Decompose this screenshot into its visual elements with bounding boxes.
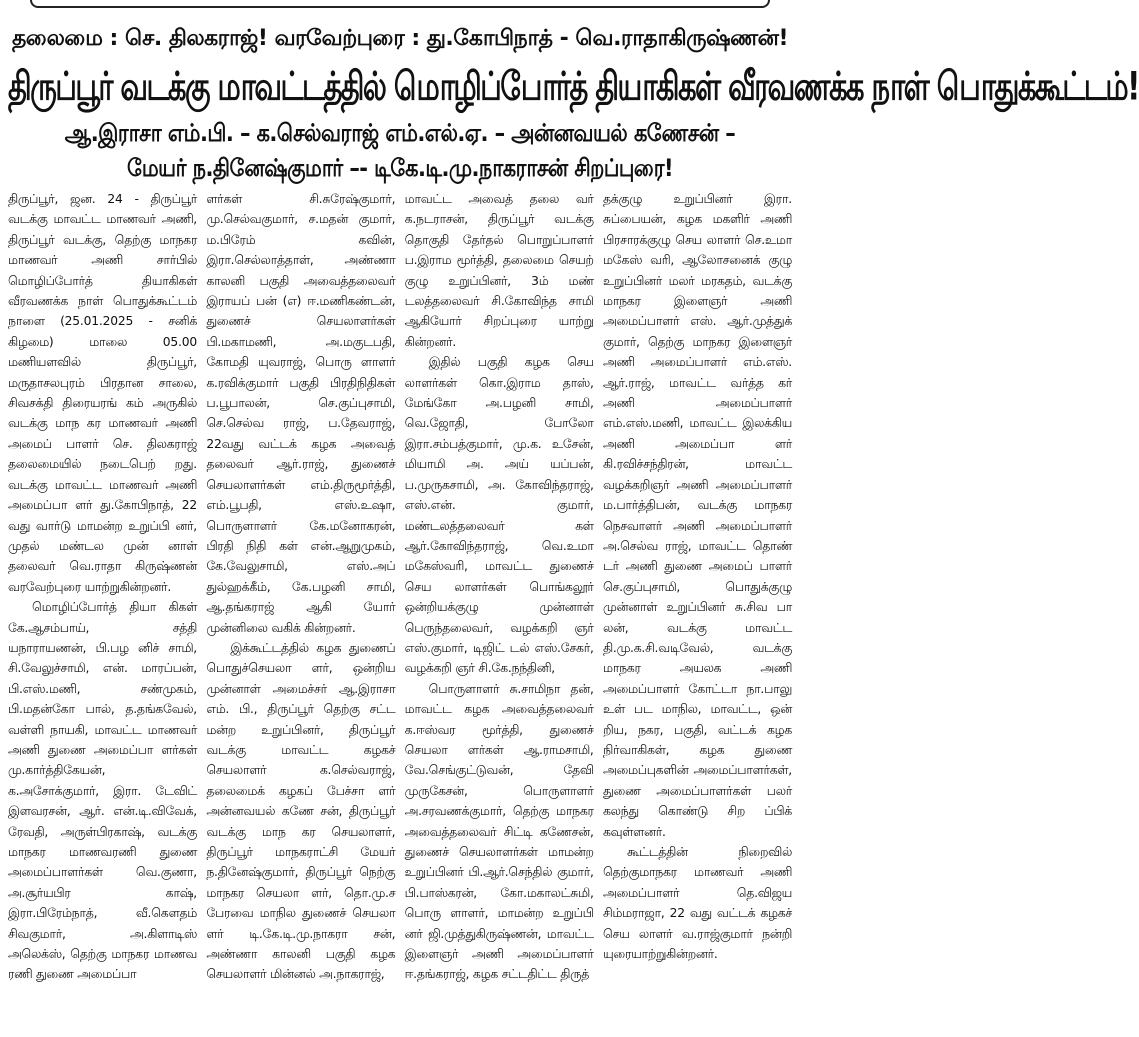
article-paragraph: ளர்கள் சி.சுரேஷ்குமார், மு.செல்வகுமார், ச.மதன் குமார், ம.பிரேம் கவின், இரா.செல்லாத்தாள், அண்ணா காலனி பகுதி அவைத்தலைவர் இராயப் பன் (எ) ஈ.மணிகண்டன், துணைச் செயலாளர்கள் பி.மகாமணி, அ.மகுடபதி, கோமதி யுவராஜ், பொரு ளாளர் க.ரவிக்குமார் பகுதி பிரதிநிதிகள் ப.பூபாலன், செ.குப்புசாமி, செ.செல்வ ராஜ், ப.தேவராஜ், 22வது வட்டக் கழக அவைத் தலைவர் ஆர்.ராஜ், துணைச் செயலாளர்கள் எம்.திருமூர்த்தி, எம்.பூபதி, எஸ்.உஷா, பொருளாளர் கே.மனோகரன், பிரதி நிதி கள் என்.ஆறுமுகம், கே.வேலுசாமி, எஸ்.அப் துல்ஹக்கீம், கே.பழனி சாமி, ஆ.தங்கராஜ் ஆகி யோர் முன்னிலை வகிக் கின்றனர். [206,192,396,635]
article-paragraph: திருப்பூர், ஜன. 24 - திருப்பூர் வடக்கு மாவட்ட மாணவர் அணி, திருப்பூர் வடக்கு, தெற்கு மாநகர மாணவர் அணி சார்பில் மொழிப்போர்த் தியாகிகள் வீரவணக்க நாள் பொதுக்கூட்டம் நாளை (25.01.2025 - சனிக் கிழமை) மாலை 05.00 மணியளவில் திருப்பூர், மருதாசலபுரம் பிரதான சாலை, சிவசக்தி திரையரங் கம் அருகில் வடக்கு மாந கர மாணவர் அணி அமைப் பாளர் செ. திலகராஜ் தலைமையில் நடைபெற் றது. வடக்கு மாவட்ட மாணவர் அணி அமைப்பா ளர் து.கோபிநாத், 22 வது வார்டு மாமன்ற உறுப்பி னர், முதல் மண்டல முன் னாள் தலைவர் வெ.ராதா கிருஷ்ணன் வரவேற்புரை யாற்றுகின்றனர். [8,192,197,594]
article-paragraph: தக்குழு உறுப்பினர் இரா. சுப்பையன், கழக மகளிர் அணி பிரசாரக்குழு செய லாளர் செ.உமா மகேஸ் வரி, ஆலோசனைக் குழு உறுப்பினர் மலர் மரகதம், வடக்கு மாநகர இளைஞர் அணி அமைப்பாளர் எஸ். ஆர்.முத்துக் குமார், தெற்கு மாநகர இளைஞர் அணி அமைப்பாளர் எம்.எஸ். ஆர்.ராஜ், மாவட்ட வர்த்த கர் அணி அமைப்பாளர் எம்.எஸ்.மணி, மாவட்ட இலக்கிய அணி அமைப்பா ளர் கி.ரவிச்சந்திரன், மாவட்ட வழக்கறிஞர் அணி அமைப்பாளர் ம.பார்த்திபன், வடக்கு மாநகர நெசவாளர் அணி அமைப்பாளர் அ.செல்வ ராஜ், மாவட்ட தொண் டர் அணி துணை அமைப் பாளர் செ.குப்புசாமி, பொதுக்குழு முன்னாள் உறுப்பினர் சு.சிவ பா லன், வடக்கு மாவட்ட தி.மு.க.சி.வடிவேல், வடக்கு மாநகர அயலக அணி அமைப்பாளர் கோட்டா நா.பாலு உள் பட மாநில, மாவட்ட, ஒன் றிய, நகர, பகுதி, வட்டக் கழக நிர்வாகிகள், கழக துணை அமைப்புகளின் அமைப்பாளர்கள், துணை அமைப்பாளர்கள் பலர் கலந்து கொண்டு சிற ப்பிக் கவுள்ளனர். [602,192,792,839]
article-paragraph: மாவட்ட அவைத் தலை வர் க.நடராசன், திருப்பூர் வடக்கு தொகுதி தேர்தல் பொறுப்பாளர் ப.இராம மூர்த்தி, தலைமை செயற் குழு உறுப்பினர், 3ம் மண் டலத்தலைவர் சி.கோவிந்த சாமி ஆகியோர் சிறப்புரை யாற்று கின்றனர். [404,192,594,349]
article-paragraph: இக்கூட்டத்தில் கழக துணைப் பொதுச்செயலா ளர், ஒன்றிய முன்னாள் அமைச்சர் ஆ.இராசா எம். பி., திருப்பூர் தெற்கு சட்ட மன்ற உறுப்பினர், திருப்பூர் வடக்கு மாவட்ட கழகச் செயலாளர் க.செல்வராஜ், தலைமைக் கழகப் பேச்சா ளர் அன்னவயல் கணே சன், திருப்பூர் வடக்கு மாந கர செயலாளர், திருப்பூர் மாநகராட்சி மேயர் ந.தினேஷ்குமார், திருப்பூர் நெற்கு மாநகர செயலா ளர், தொ.மு.ச பேரவை மாநில துணைச் செயலா ளர் டி.கே.டி.மு.நாகரா சன், அண்ணா காலனி பகுதி கழக செயலாளர் மின்னல் அ.நாகராஜ், [206,640,396,982]
top-frame-border [0,0,800,20]
article-paragraph: இதில் பகுதி கழக செய லாளர்கள் கொ.இராம தாஸ், மேங்கோ அ.பழனி சாமி, வெ.ஜோதி, போலோ இரா.சம்பத்குமார், மு.க. உசேன், மியாமி அ. அய் யப்பன், ப.முருகசாமி, அ. கோவிந்தராஜ், எஸ்.என். குமார், மண்டலத்தலைவர் கள் ஆர்.கோவிந்தராஜ், வெ.உமா மகேஸ்வரி, மாவட்ட துணைச் செய லாளர்கள் பொங்கலூர் ஒன்றியக்குழு முன்னாள் பெருந்தலைவர், வழக்கறி ஞர் எஸ்.குமார், டிஜிட் டல் எஸ்.சேகர், வழக்கறி ஞர் சி.கே.நந்தினி, [404,355,594,676]
frame-rule [30,0,770,8]
article-column-4 [603,189,792,1035]
header-line: தலைமை : செ. திலகராஜ்! வரவேற்புரை : து.கோபிநாத் - வெ.ராதாகிருஷ்ணன்! [11,26,789,51]
page-title: திருப்பூர் வடக்கு மாவட்டத்தில் மொழிப்போர்த் தியாகிகள் வீரவணக்க நாள் பொதுக்கூட்டம்! [8,63,1139,109]
article-column-2 [206,189,395,1035]
speakers-line-2: மேயர் ந.தினேஷ்குமார் –- டிகே.டி.மு.நாகராசன் சிறப்புரை! [126,154,674,182]
article-column-1 [8,189,197,1035]
article-column-3 [405,189,594,1035]
article-paragraph: பொருளாளர் சு.சாமிநா தன், மாவட்ட கழக அவைத்தலைவர் க.ஈஸ்வர மூர்த்தி, துணைச் செயலா ளர்கள் ஆ.ராமசாமி, வே.செங்குட்டுவன், தேவி முருகேசன், பொருளாளர் அ.சரவணக்குமார், தெற்கு மாநகர அவைத்தலைவர் சிட்டி கணேசன், துணைச் செயலாளர்கள் மாமன்ற உறுப்பினர் பி.ஆர்.செந்தில் குமார், பி.பாஸ்கரன், கோ.மகாலட்சுமி, பொரு ளாளர், மாமன்ற உறுப்பி னர் ஜி.முத்துகிருஷ்ணன், மாவட்ட இளைஞர் அணி அமைப்பாளர் ஈ.தங்கராஜ், கழக சட்டதிட்ட திருத் [404,681,594,982]
speakers-line-1: ஆ.இராசா எம்.பி. – க.செல்வராஜ் எம்.எல்.ஏ. – அன்னவயல் கணேசன் – [64,119,736,147]
article-paragraph: கூட்டத்தின் நிறைவில் தெற்குமாநகர மாணவர் அணி அமைப்பாளர் தெ.விஜய சிம்மராஜா, 22 வது வட்டக் கழகச் செய லாளர் வ.ராஜ்குமார் நன்றி யுரையாற்றுகின்றனர். [602,845,792,962]
article-paragraph: மொழிப்போர்த் தியா கிகள் கே.ஆசம்பாய், சத்தி யநாராயணன், பி.பழ னிச் சாமி, சி.வேலுச்சாமி, என். மாரப்பன், பி.எஸ்.மணி, சண்முகம், பி.மதன்கோ பால், த.தங்கவேல், வள்ளி நாயகி, மாவட்ட மாணவர் அணி துணை அமைப்பா ளர்கள் மு.கார்த்திகேயன், க.அசோக்குமார், இரா. டேவிட் இளவரசன், ஆர். என்.டி.விவேக், ரேவதி, அருள்பிரகாஷ், வடக்கு மாநகர மாணவரணி துணை அமைப்பாளர்கள் வெ.குணா, அ.சூர்யபிர காஷ், இரா.பிரேம்நாத், வீ.கௌதம் சிவகுமார், அ.கிளாடிஸ் அலெக்ஸ், தெற்கு மாநகர மாணவ ரணி துணை அமைப்பா [8,600,197,982]
article-columns [8,189,792,1035]
